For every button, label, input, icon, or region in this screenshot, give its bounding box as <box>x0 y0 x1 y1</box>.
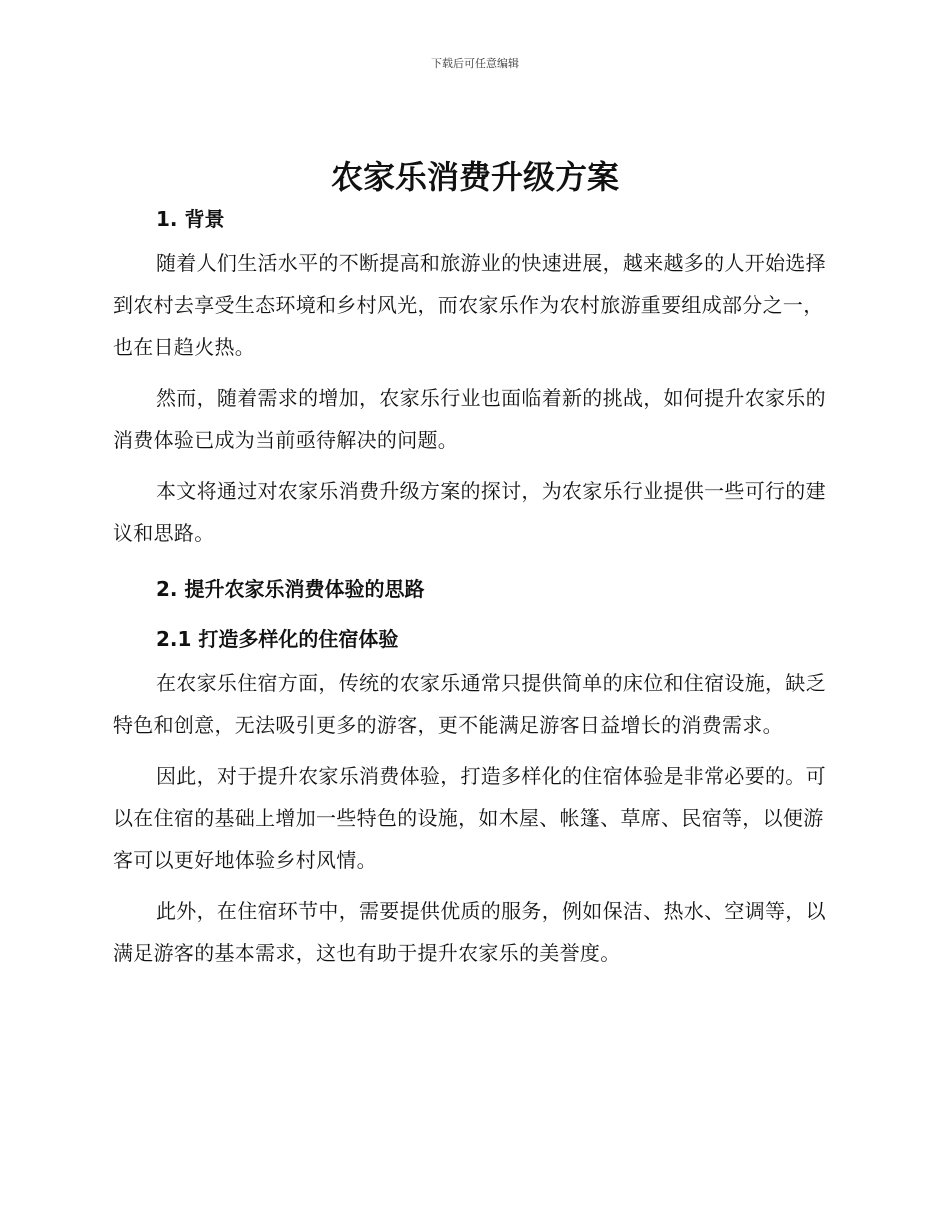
paragraph: 此外，在住宿环节中，需要提供优质的服务，例如保洁、热水、空调等，以满足游客的基本需求，这也有助于提升农家乐的美誉度。 <box>113 899 826 965</box>
paragraph: 随着人们生活水平的不断提高和旅游业的快速进展，越来越多的人开始选择到农村去享受生态环境和乡村风光，而农家乐作为农村旅游重要组成部分之一，也在日趋火热。 <box>113 251 826 359</box>
paragraph: 在农家乐住宿方面，传统的农家乐通常只提供简单的床位和住宿设施，缺乏特色和创意，无法吸引更多的游客，更不能满足游客日益增长的消费需求。 <box>113 671 826 737</box>
paragraph: 本文将通过对农家乐消费升级方案的探讨，为农家乐行业提供一些可行的建议和思路。 <box>113 479 826 545</box>
document-body <box>113 204 835 974</box>
paragraph: 因此，对于提升农家乐消费体验，打造多样化的住宿体验是非常必要的。可以在住宿的基础上增加一些特色的设施，如木屋、帐篷、草席、民宿等，以便游客可以更好地体验乡村风情。 <box>113 764 826 872</box>
subsection-heading-lodging: 2.1 打造多样化的住宿体验 <box>156 627 399 651</box>
section-heading-background: 1. 背景 <box>156 207 225 231</box>
document-title: 农家乐消费升级方案 <box>330 158 619 196</box>
paragraph: 然而，随着需求的增加，农家乐行业也面临着新的挑战，如何提升农家乐的消费体验已成为当前亟待解决的问题。 <box>113 386 826 452</box>
section-heading-ideas: 2. 提升农家乐消费体验的思路 <box>156 577 425 601</box>
page-header-note: 下载后可任意编辑 <box>431 57 519 70</box>
